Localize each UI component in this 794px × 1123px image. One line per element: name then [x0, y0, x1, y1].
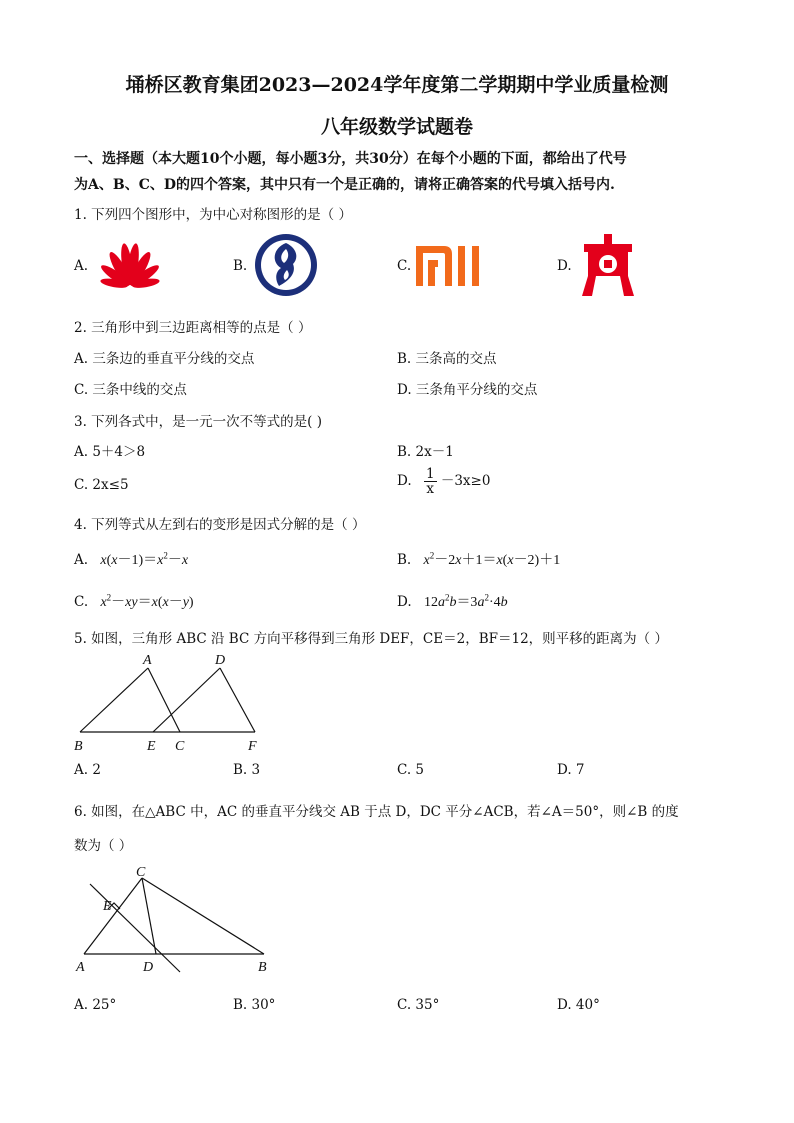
q6-point-a: A: [76, 960, 85, 975]
q5-point-a: A: [143, 653, 152, 668]
q4-option-a: [74, 549, 188, 569]
q1-stem: 1. 下列四个图形中，为中心对称图形的是（ ）: [74, 207, 352, 223]
section-instructions-line1: 一、选择题（本大题10个小题，每小题3分，共30分）在每个小题的下面，都给出了代号: [74, 151, 627, 167]
q3-stem: 3. 下列各式中，是一元一次不等式的是( ): [74, 414, 322, 430]
q4-option-c-label: C.: [74, 594, 89, 610]
q4-option-d-equation: $12a^2b=3a^2\cdot 4b$: [423, 592, 508, 610]
section-instructions-line2: 为A、B、C、D的四个答案，其中只有一个是正确的，请将正确答案的代号填入括号内.: [74, 177, 615, 193]
q1-option-d-label: D.: [557, 258, 572, 274]
q4-option-b-label: B.: [397, 552, 412, 568]
q5-option-a: A. 2: [74, 762, 101, 778]
q3-option-a: A. 5＋4＞8: [74, 444, 146, 460]
q6-triangle-figure: [70, 862, 280, 977]
q6-option-d: D. 40°: [557, 997, 600, 1013]
dongfeng-logo: [253, 232, 319, 298]
q2-option-c: C. 三条中线的交点: [74, 382, 187, 398]
q5-option-c: C. 5: [397, 762, 425, 778]
q2-option-d: D. 三条角平分线的交点: [397, 382, 538, 398]
q5-point-f: F: [248, 739, 257, 754]
q3-fraction-numerator: 1: [425, 466, 435, 482]
q3-fraction-denominator: x: [426, 481, 435, 497]
q6-point-d: D: [143, 960, 154, 975]
q4-option-a-label: A.: [74, 552, 89, 568]
q3-option-d-rest: －3x≥0: [440, 473, 491, 489]
exam-title: 埇桥区教育集团2023—2024学年度第二学期期中学业质量检测: [125, 74, 669, 96]
q3-option-d-label: D.: [397, 473, 412, 489]
q5-option-d: D. 7: [557, 762, 585, 778]
bank-logo: [580, 234, 636, 296]
q6-stem-line2: 数为（ ）: [74, 838, 133, 854]
q3-option-b: B. 2x－1: [397, 444, 454, 460]
q3-fraction: [424, 467, 437, 496]
q4-option-b-equation: $x^2-2x+1=x(x-2)+1$: [423, 550, 561, 568]
q3-option-d: [397, 467, 490, 496]
q1-option-a-label: A.: [74, 258, 89, 274]
q1-option-b-label: B.: [233, 258, 248, 274]
q4-stem: 4. 下列等式从左到右的变形是因式分解的是（ ）: [74, 517, 366, 533]
q6-option-c: C. 35°: [397, 997, 440, 1013]
q2-stem: 2. 三角形中到三边距离相等的点是（ ）: [74, 320, 312, 336]
q1-option-c-label: C.: [397, 258, 412, 274]
q5-translation-figure: [70, 650, 270, 755]
q5-option-b: B. 3: [233, 762, 261, 778]
q3-option-c: C. 2x≤5: [74, 477, 129, 493]
q4-option-a-equation: $x(x-1)=x^2-x$: [100, 550, 189, 568]
q6-stem-line1: 6. 如图，在△ABC 中，AC 的垂直平分线交 AB 于点 D，DC 平分∠ACB，若∠A＝50°，则∠B 的度: [74, 804, 679, 820]
q6-option-a: A. 25°: [74, 997, 117, 1013]
q2-option-a: A. 三条边的垂直平分线的交点: [74, 351, 255, 367]
xiaomi-logo: [416, 246, 488, 286]
q6-option-b: B. 30°: [233, 997, 276, 1013]
exam-subtitle: 八年级数学试题卷: [320, 116, 473, 138]
q2-option-b: B. 三条高的交点: [397, 351, 497, 367]
q5-point-b: B: [74, 739, 83, 754]
q5-point-c: C: [175, 739, 185, 754]
q4-option-b: [397, 549, 560, 569]
huawei-logo: [90, 238, 170, 290]
q4-option-c: [74, 591, 194, 611]
q5-stem: 5. 如图，三角形 ABC 沿 BC 方向平移得到三角形 DEF，CE＝2，BF＝12，则平移的距离为（ ）: [74, 631, 668, 647]
q5-point-d: D: [215, 653, 226, 668]
q4-option-d-label: D.: [397, 594, 412, 610]
q6-point-b: B: [258, 960, 267, 975]
q4-option-d: [397, 591, 508, 611]
q6-point-c: C: [136, 865, 146, 880]
q4-option-c-equation: $x^2-xy=x(x-y)$: [100, 592, 194, 610]
q5-point-e: E: [147, 739, 156, 754]
q6-point-e: E: [103, 899, 112, 914]
